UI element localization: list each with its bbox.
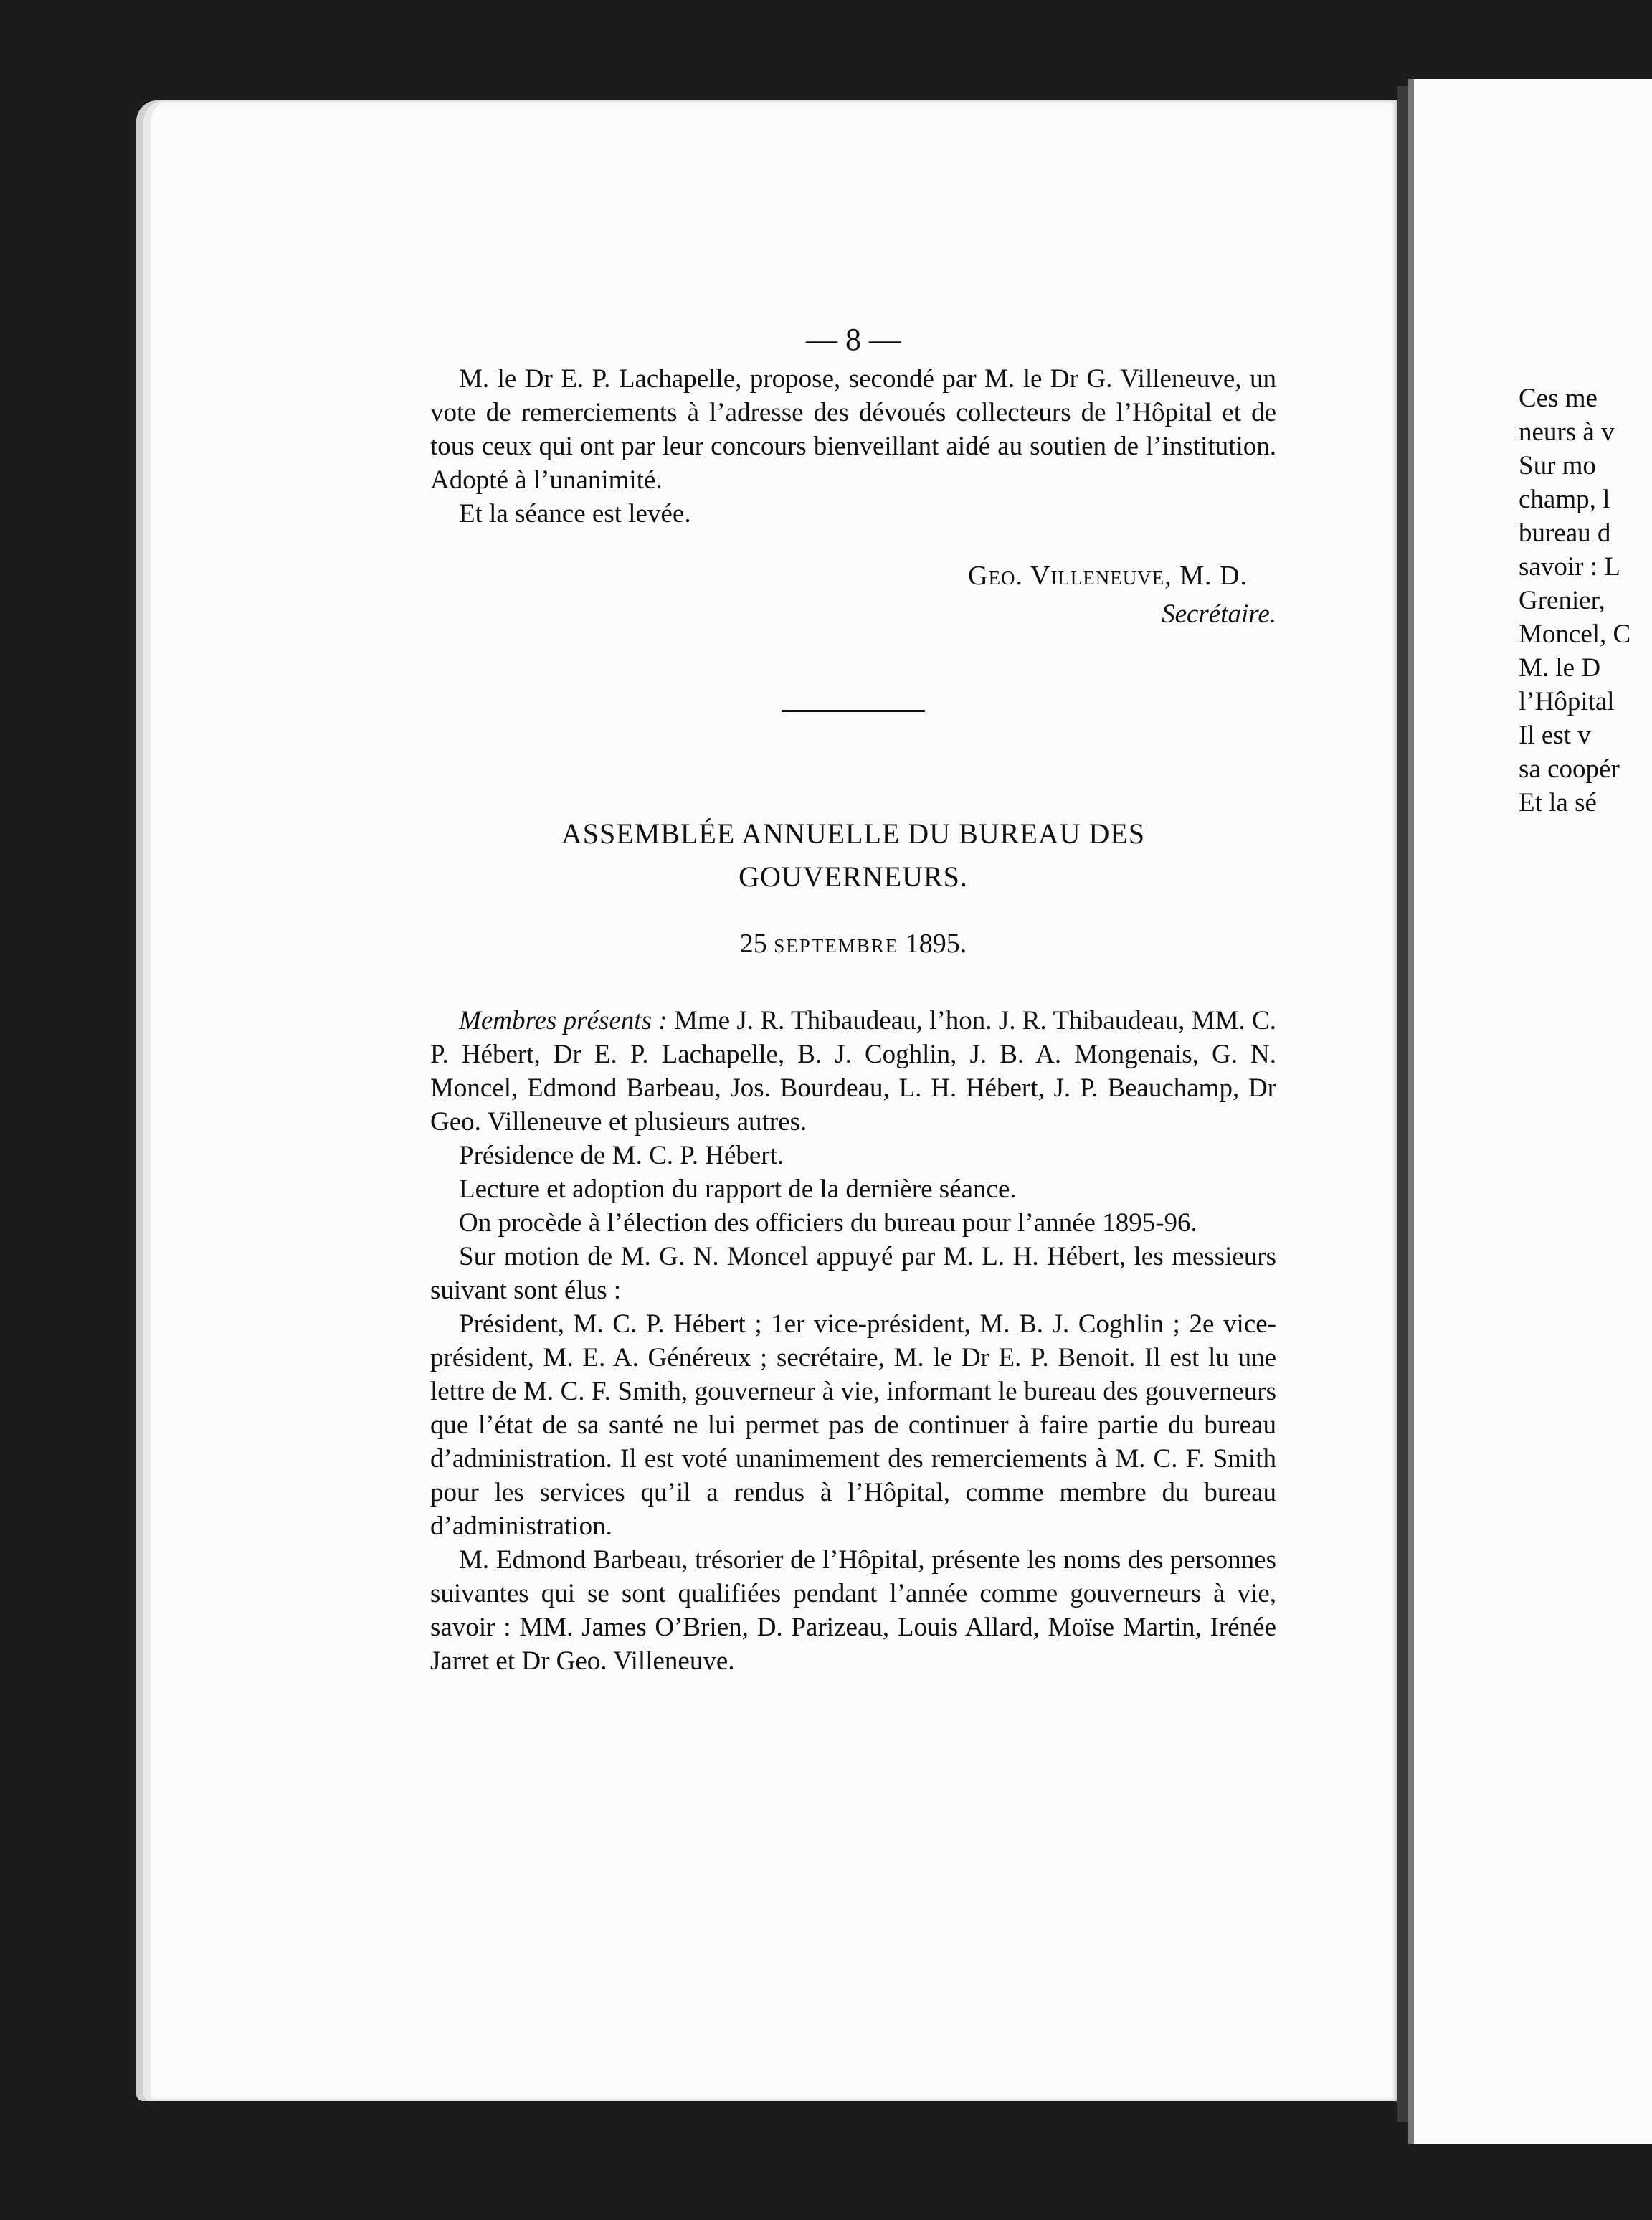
paragraph-adjourned: Et la séance est levée.	[459, 499, 691, 528]
right-page-text	[1519, 381, 1652, 820]
date-year: 1895.	[905, 929, 967, 959]
paragraph-election: On procède à l’élection des officiers du bureau pour l’année 1895-96.	[459, 1208, 1197, 1238]
left-page-text	[430, 323, 1276, 1678]
right-line: Il est v	[1519, 721, 1591, 750]
signature-title: Secrétaire.	[1162, 599, 1276, 629]
meeting-date	[430, 927, 1276, 961]
paragraph-minutes: Lecture et adoption du rapport de la dernière séance.	[459, 1175, 1017, 1204]
right-line: Moncel, C	[1519, 620, 1631, 649]
paragraph-motion: Sur motion de M. G. N. Moncel appuyé par M. L. H. Hébert, les messieurs suivant sont élus :	[430, 1242, 1276, 1305]
paragraph-officers: Président, M. C. P. Hébert ; 1er vice-président, M. B. J. Coghlin ; 2e vice-président, M. E. A. Généreux ; secrétaire, M. le Dr E. P. Benoit. Il est lu une lettre de M. C. F. Smith, gouverneur à vie, informant le bureau des gouverneurs que l’état de sa santé ne lui permet pas de continuer à faire partie du bureau d’administration. Il est voté unanimement des remerciements à M. C. F. Smith pour les services qu’il a rendus à l’Hôpital, comme membre du bureau d’administration.	[430, 1309, 1276, 1541]
signature	[430, 559, 1276, 593]
section-heading-line2: GOUVERNEURS.	[739, 860, 968, 893]
members-label: Membres présents :	[459, 1006, 668, 1035]
right-line: Et la sé	[1519, 788, 1597, 817]
signature-degree: M. D.	[1179, 561, 1248, 591]
members-list: Mme J. R. Thibaudeau, l’hon. J. R. Thibaudeau, MM. C. P. Hébert, Dr E. P. Lachapelle, B. J. Coghlin, J. B. A. Mongenais, G. N. Moncel, Edmond Barbeau, Jos. Bourdeau, L. H. Hébert, J. P. Beauchamp, Dr Geo. Villeneuve et plusieurs autres.	[430, 1006, 1276, 1137]
right-line: Sur mo	[1519, 451, 1596, 480]
right-line: champ, l	[1519, 485, 1610, 514]
signature-name: Geo. Villeneuve,	[968, 561, 1172, 591]
right-line: savoir : L	[1519, 552, 1620, 582]
paragraph-presidence: Présidence de M. C. P. Hébert.	[459, 1141, 784, 1170]
members-present-paragraph	[430, 1004, 1276, 1139]
right-line: neurs à v	[1519, 417, 1615, 447]
right-line: Grenier,	[1519, 586, 1605, 615]
paragraph-motion-thanks: M. le Dr E. P. Lachapelle, propose, secondé par M. le Dr G. Villeneuve, un vote de remerciements à l’adresse des dévoués collecteurs de l’Hôpital et de tous ceux qui ont par leur concours bienveillant aidé au soutien de l’institution. Adopté à l’unanimité.	[430, 364, 1276, 495]
date-day: 25	[739, 929, 767, 959]
right-line: l’Hôpital	[1519, 687, 1615, 716]
right-line: Ces me	[1519, 384, 1598, 413]
right-line: bureau d	[1519, 518, 1611, 548]
date-month: septembre	[774, 929, 899, 959]
right-line: sa coopér	[1519, 754, 1620, 784]
paragraph-treasurer: M. Edmond Barbeau, trésorier de l’Hôpital, présente les noms des personnes suivantes qui se sont qualifiées pendant l’année comme gouverneurs à vie, savoir : MM. James O’Brien, D. Parizeau, Louis Allard, Moïse Martin, Irénée Jarret et Dr Geo. Villeneuve.	[430, 1545, 1276, 1676]
section-heading-line1: ASSEMBLÉE ANNUELLE DU BUREAU DES	[561, 817, 1146, 850]
right-line: M. le D	[1519, 653, 1601, 683]
page-number: — 8 —	[806, 322, 901, 357]
section-divider	[782, 710, 925, 712]
